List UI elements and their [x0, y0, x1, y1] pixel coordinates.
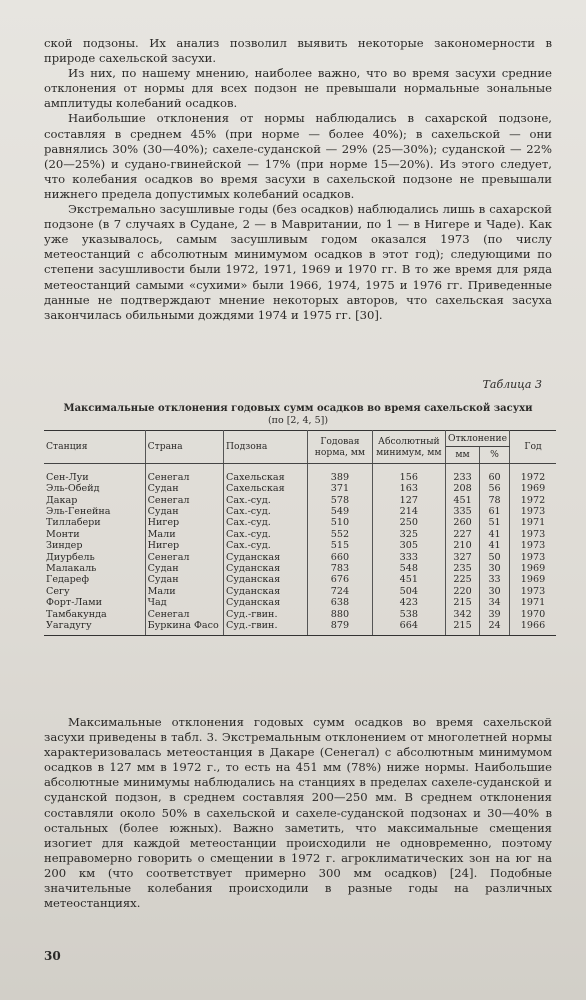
cell-dev-mm: 327 [446, 552, 480, 563]
cell-country: Сенегал [145, 463, 223, 483]
cell-year: 1966 [510, 620, 556, 635]
paragraph: Наибольшие отклонения от нормы наблюдались в сахарской подзоне, составляя в среднем 45% (при норме — более 40%); в сахельской — они равнялись 30% (30—40%); сахеле-суданской — 29% (25—30%); суданской — 22% (20—25%) и судано-гвинейской — 17% (при норме 15—20%). Из этого следует, что колебания осадков во время засухи в сахельской подзоне не превышали нижнего предела допустимых колебаний осадков. [44, 111, 552, 201]
cell-subzone: Суданская [224, 552, 308, 563]
cell-dev-pct: 41 [480, 540, 510, 551]
cell-country: Нигер [145, 540, 223, 551]
cell-year: 1971 [520, 517, 546, 529]
cell-year: 1973 [520, 506, 546, 518]
precipitation-table [44, 430, 556, 636]
cell-subzone: Суданская [224, 586, 308, 597]
header-mm: мм [446, 447, 480, 463]
cell-country: Судан [145, 506, 223, 517]
page-number: 30 [44, 949, 61, 963]
table-row [44, 574, 556, 585]
cell-dev-mm: 225 [446, 574, 480, 585]
cell-year: 1969 [520, 563, 546, 575]
cell-dev-pct: 56 [480, 483, 510, 494]
table-subtitle: (по [2, 4, 5]) [267, 415, 329, 426]
cell-subzone: Сах.-суд. [224, 540, 308, 551]
paragraph: ской подзоны. Их анализ позволил выявить некоторые закономерности в природе сахельской засухи. [44, 36, 552, 66]
cell-norm: 510 [308, 517, 372, 528]
cell-country: Судан [145, 483, 223, 494]
cell-dev-mm: 215 [446, 597, 480, 608]
cell-absmin: 538 [372, 609, 445, 620]
table-title: Максимальные отклонения годовых сумм осадков во время сахельской засухи [63, 403, 533, 414]
cell-norm: 515 [308, 540, 372, 551]
cell-norm: 660 [308, 552, 372, 563]
header-year: Год [510, 431, 556, 464]
cell-dev-mm: 208 [446, 483, 480, 494]
cell-dev-mm: 451 [446, 495, 480, 506]
cell-norm: 880 [308, 609, 372, 620]
table-row [44, 529, 556, 540]
cell-absmin: 451 [372, 574, 445, 585]
header-pct: % [480, 447, 510, 463]
table-row [44, 609, 556, 620]
cell-year: 1971 [520, 597, 546, 609]
cell-country: Буркина Фасо [145, 620, 223, 635]
paragraph: Максимальные отклонения годовых сумм осадков во время сахельской засухи приведены в табл. 3. Экстремальным отклонением от многолетней нормы характеризовалась метеостанция в Дакаре (Сенегал) с абсолютным минимумом осадков в 127 мм в 1972 г., то есть на 451 мм (78%) ниже нормы. Наибольшие абсолютные минимумы наблюдались на станциях в пределах сахеле-суданской и суданской подзон, в среднем составляя 200—250 мм. В среднем отклонения составляли около 50% в сахельской и сахеле-суданской подзонах и 30—40% в остальных (более южных). Важно заметить, что максимальные смещения изогиет для каждой метеостанции происходили не одновременно, поэтому неправомерно говорить о смещении в 1972 г. агроклиматических зон на юг на 200 км (что соответствует примерно 300 мм осадков) [24]. Подобные значительные колебания происходили в разные годы на различных метеостанциях. [44, 715, 552, 911]
cell-dev-pct: 33 [480, 574, 510, 585]
body-text-top [44, 36, 552, 323]
cell-station: Гедареф [44, 574, 145, 585]
cell-subzone: Суданская [224, 597, 308, 608]
table-body [44, 463, 556, 635]
table-row [44, 563, 556, 574]
header-absmin: Абсолютный минимум, мм [372, 431, 445, 464]
cell-year: 1972 [520, 494, 546, 506]
cell-subzone: Сах.-суд. [224, 495, 308, 506]
cell-norm: 724 [308, 586, 372, 597]
cell-year: 1973 [520, 540, 546, 552]
cell-dev-pct: 51 [480, 517, 510, 528]
table-row [44, 552, 556, 563]
cell-dev-mm: 342 [446, 609, 480, 620]
cell-country: Мали [145, 586, 223, 597]
cell-dev-mm: 227 [446, 529, 480, 540]
table-row [44, 586, 556, 597]
table-row [44, 506, 556, 517]
cell-dev-pct: 30 [480, 586, 510, 597]
cell-station: Монти [44, 529, 145, 540]
cell-year: 1972 [520, 471, 546, 483]
cell-year: 1969 [520, 574, 546, 586]
cell-subzone: Сахельская [224, 483, 308, 494]
cell-dev-pct: 30 [480, 563, 510, 574]
cell-absmin: 163 [372, 483, 445, 494]
cell-norm: 549 [308, 506, 372, 517]
table-row [44, 540, 556, 551]
body-text-bottom [44, 715, 552, 911]
cell-absmin: 664 [372, 620, 445, 635]
table-number: Таблица 3 [482, 378, 542, 391]
header-country: Страна [145, 431, 223, 464]
cell-norm: 676 [308, 574, 372, 585]
cell-norm: 389 [308, 463, 372, 483]
cell-station: Эль-Генейна [44, 506, 145, 517]
table-row [44, 463, 556, 483]
cell-norm: 638 [308, 597, 372, 608]
cell-subzone: Сах.-суд. [224, 517, 308, 528]
cell-subzone: Суд.-гвин. [224, 609, 308, 620]
cell-dev-mm: 233 [446, 463, 480, 483]
header-station: Станция [44, 431, 145, 464]
header-norm: Годовая норма, мм [308, 431, 372, 464]
cell-station: Диурбель [44, 552, 145, 563]
cell-dev-mm: 210 [446, 540, 480, 551]
cell-dev-pct: 61 [480, 506, 510, 517]
cell-dev-pct: 34 [480, 597, 510, 608]
paragraph: Из них, по нашему мнению, наиболее важно, что во время засухи средние отклонения от нормы для всех подзон не превышали нормальные зональные амплитуды колебаний осадков. [44, 66, 552, 111]
cell-absmin: 305 [372, 540, 445, 551]
cell-absmin: 333 [372, 552, 445, 563]
cell-absmin: 127 [372, 495, 445, 506]
cell-subzone: Сахельская [224, 463, 308, 483]
cell-subzone: Суданская [224, 574, 308, 585]
cell-absmin: 214 [372, 506, 445, 517]
cell-dev-mm: 215 [446, 620, 480, 635]
cell-norm: 879 [308, 620, 372, 635]
cell-absmin: 548 [372, 563, 445, 574]
cell-country: Сенегал [145, 495, 223, 506]
cell-country: Сенегал [145, 552, 223, 563]
cell-station: Зиндер [44, 540, 145, 551]
cell-year: 1969 [520, 483, 546, 495]
cell-station: Форт-Лами [44, 597, 145, 608]
cell-dev-pct: 78 [480, 495, 510, 506]
cell-subzone: Суданская [224, 563, 308, 574]
cell-absmin: 156 [372, 463, 445, 483]
cell-dev-mm: 260 [446, 517, 480, 528]
table-row [44, 495, 556, 506]
cell-year: 1970 [520, 608, 546, 620]
cell-station: Малакаль [44, 563, 145, 574]
cell-absmin: 423 [372, 597, 445, 608]
cell-norm: 552 [308, 529, 372, 540]
table-row [44, 483, 556, 494]
table-row [44, 620, 556, 635]
cell-station: Тиллабери [44, 517, 145, 528]
cell-dev-pct: 39 [480, 609, 510, 620]
cell-station: Эль-Обейд [44, 483, 145, 494]
cell-station: Дакар [44, 495, 145, 506]
cell-station: Уагадугу [44, 620, 145, 635]
cell-year: 1973 [520, 585, 546, 597]
cell-station: Сен-Луи [44, 463, 145, 483]
cell-dev-mm: 335 [446, 506, 480, 517]
cell-dev-mm: 220 [446, 586, 480, 597]
cell-dev-pct: 50 [480, 552, 510, 563]
cell-norm: 578 [308, 495, 372, 506]
cell-country: Судан [145, 574, 223, 585]
cell-country: Нигер [145, 517, 223, 528]
table-row [44, 597, 556, 608]
cell-norm: 783 [308, 563, 372, 574]
cell-subzone: Суд.-гвин. [224, 620, 308, 635]
cell-country: Мали [145, 529, 223, 540]
cell-norm: 371 [308, 483, 372, 494]
cell-country: Судан [145, 563, 223, 574]
cell-year: 1973 [520, 551, 546, 563]
cell-dev-mm: 235 [446, 563, 480, 574]
cell-country: Сенегал [145, 609, 223, 620]
cell-station: Тамбакунда [44, 609, 145, 620]
cell-year: 1973 [520, 528, 546, 540]
header-subzone: Подзона [224, 431, 308, 464]
cell-absmin: 325 [372, 529, 445, 540]
cell-absmin: 250 [372, 517, 445, 528]
cell-subzone: Сах.-суд. [224, 506, 308, 517]
cell-dev-pct: 60 [480, 463, 510, 483]
cell-dev-pct: 24 [480, 620, 510, 635]
cell-country: Чад [145, 597, 223, 608]
cell-dev-pct: 41 [480, 529, 510, 540]
cell-subzone: Сах.-суд. [224, 529, 308, 540]
cell-absmin: 504 [372, 586, 445, 597]
table-row [44, 517, 556, 528]
header-deviation: Отклонение [446, 431, 510, 447]
cell-station: Сегу [44, 586, 145, 597]
paragraph: Экстремально засушливые годы (без осадков) наблюдались лишь в сахарской подзоне (в 7 случаях в Судане, 2 — в Мавритании, по 1 — в Нигере и Чаде). Как уже указывалось, самым засушливым годом оказался 1973 (по числу метеостанций с абсолютным минимумом осадков в этот год); следующими по степени засушливости были 1972, 1971, 1969 и 1970 гг. В то же время для ряда метеостанций самыми «сухими» были 1966, 1974, 1975 и 1976 гг. Приведенные данные не подтверждают мнение некоторых авторов, что сахельская засуха закончилась обильными дождями 1974 и 1975 гг. [30]. [44, 202, 552, 322]
